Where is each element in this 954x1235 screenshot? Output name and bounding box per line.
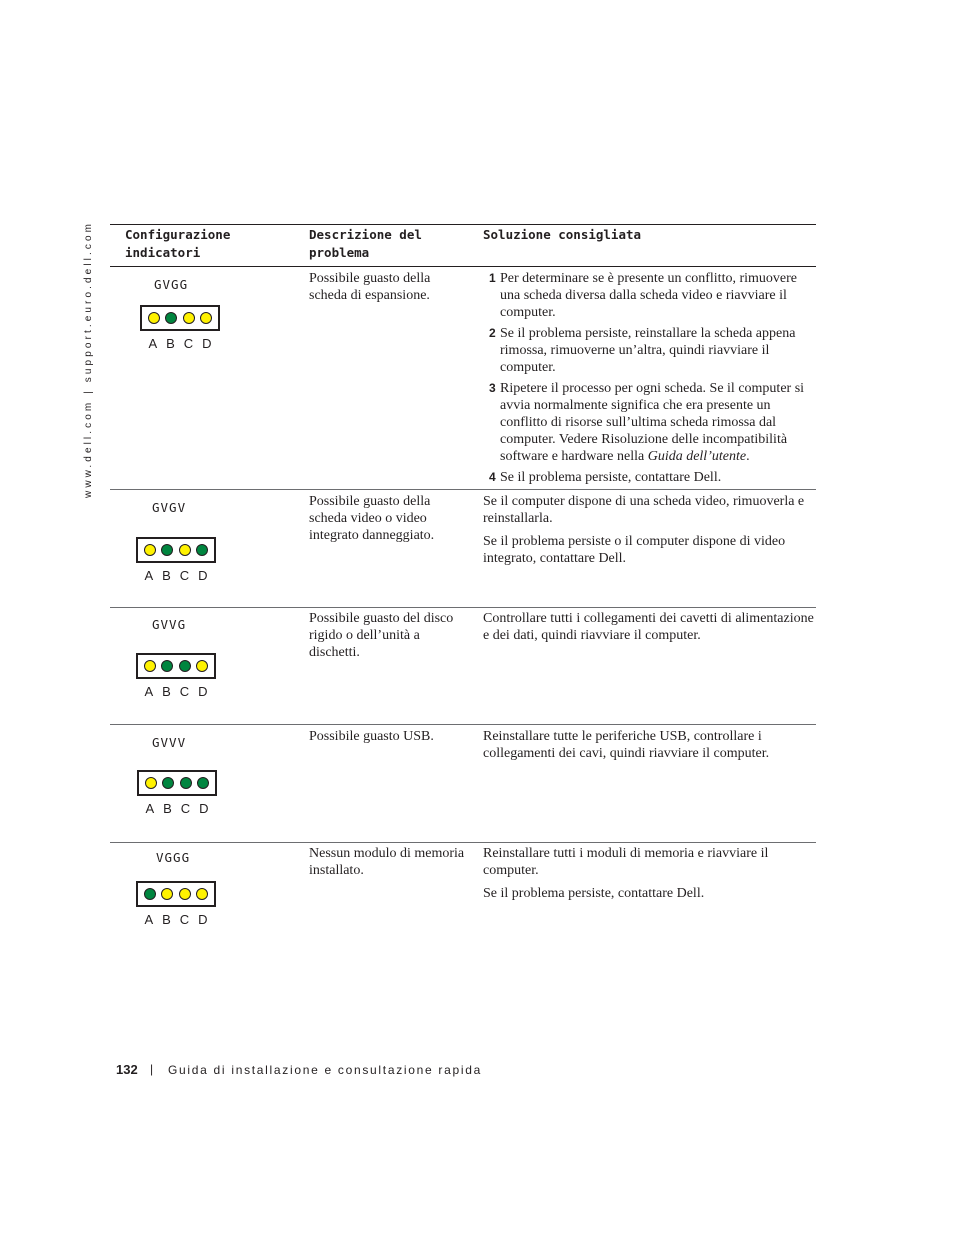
header-bottom-rule: [110, 266, 816, 267]
diagnostic-light: [145, 777, 157, 789]
light-pattern-code: GVGV: [152, 500, 187, 515]
solution-step: [483, 325, 815, 376]
light-letter: A: [144, 568, 154, 583]
diagnostic-light: [183, 312, 195, 324]
solution-step: [483, 380, 815, 465]
header-description: [309, 226, 422, 262]
diagnostic-lights-panel: [136, 653, 216, 679]
light-letter: B: [163, 801, 172, 816]
problem-description: Nessun modulo di memoria installato.: [309, 846, 465, 878]
light-letters: [140, 336, 220, 351]
light-pattern-code: GVVG: [152, 617, 187, 632]
step-text-tail: .: [746, 449, 750, 464]
diagnostic-light: [179, 544, 191, 556]
row-divider: [110, 724, 816, 725]
light-letter: C: [179, 568, 190, 583]
step-text: Per determinare se è presente un conflitto, rimuovere una scheda diversa dalla scheda video e riavviare il computer.: [500, 271, 797, 320]
light-letter: C: [183, 336, 194, 351]
diagnostic-light: [197, 777, 209, 789]
light-letter: D: [198, 912, 208, 927]
light-letter: D: [198, 568, 208, 583]
step-number: 4: [489, 470, 496, 484]
light-letters: [136, 684, 216, 699]
light-letter: D: [198, 684, 208, 699]
solution-paragraph: Reinstallare tutte le periferiche USB, controllare i collegamenti dei cavi, quindi riavviare il computer.: [483, 729, 770, 761]
step-number: 3: [489, 381, 496, 395]
diagnostic-light: [179, 660, 191, 672]
problem-description: Possibile guasto della scheda video o video integrato danneggiato.: [309, 494, 435, 543]
page-number: 132: [116, 1062, 138, 1077]
light-letters: [136, 568, 216, 583]
light-letter: B: [162, 912, 171, 927]
diagnostic-light: [161, 660, 173, 672]
diagnostic-light: [144, 888, 156, 900]
diagnostic-light: [144, 660, 156, 672]
diagnostic-light: [179, 888, 191, 900]
solution-paragraph: Se il computer dispone di una scheda video, rimuoverla e reinstallarla.: [483, 494, 805, 526]
step-text: Se il problema persiste, contattare Dell.: [500, 470, 722, 485]
diagnostic-light: [196, 888, 208, 900]
diagnostic-lights-panel: [136, 537, 216, 563]
header-indicators: [125, 226, 230, 262]
light-letters: [136, 912, 216, 927]
guide-title: Guida dell’utente: [647, 449, 747, 464]
light-letter: A: [145, 801, 155, 816]
diagnostic-light: [180, 777, 192, 789]
solution-paragraph: Reinstallare tutti i moduli di memoria e riavviare il computer.: [483, 846, 769, 878]
light-letter: B: [162, 568, 171, 583]
problem-description: Possibile guasto USB.: [309, 729, 434, 744]
diagnostic-light: [162, 777, 174, 789]
diagnostic-light: [144, 544, 156, 556]
light-letter: C: [179, 912, 190, 927]
header-indicators-line2: indicatori: [125, 245, 201, 260]
side-url: www.dell.com | support.euro.dell.com: [83, 220, 94, 498]
light-letter: B: [166, 336, 175, 351]
light-pattern-code: GVVV: [152, 735, 187, 750]
header-description-line2: problema: [309, 245, 370, 260]
solution-paragraph: Se il problema persiste, contattare Dell.: [483, 886, 705, 901]
diagnostic-light: [161, 544, 173, 556]
step-number: 1: [489, 271, 496, 285]
diagnostic-lights-panel: [140, 305, 220, 331]
header-indicators-line1: Configurazione: [125, 227, 231, 242]
light-pattern-code: GVGG: [154, 277, 189, 292]
solution-paragraph: Controllare tutti i collegamenti dei cavetti di alimentazione e dei dati, quindi riavviare il computer.: [483, 611, 814, 643]
solution: [483, 845, 815, 908]
header-description-line1: Descrizione del: [309, 227, 422, 242]
light-letter: A: [148, 336, 158, 351]
solution: [483, 270, 815, 490]
diagnostic-light: [196, 544, 208, 556]
light-letter: D: [199, 801, 209, 816]
light-letter: C: [179, 684, 190, 699]
footer-separator: |: [150, 1062, 154, 1076]
diagnostic-lights-panel: [137, 770, 217, 796]
table-top-rule: [110, 224, 816, 225]
light-letter: A: [144, 912, 154, 927]
solution-paragraph: Se il problema persiste o il computer dispone di video integrato, contattare Dell.: [483, 534, 786, 566]
solution-step: [483, 469, 815, 486]
light-letter: D: [202, 336, 212, 351]
step-text: Ripetere il processo per ogni scheda. Se il computer si avvia normalmente significa che era presente un conflitto di risorse sull’ultima scheda rimossa dal computer. Vedere Risoluzione delle incompatibilità software e hardware nella: [500, 381, 805, 464]
solution: [483, 610, 815, 650]
solution-step: [483, 270, 815, 321]
diagnostic-light: [148, 312, 160, 324]
diagnostic-light: [165, 312, 177, 324]
solution: [483, 728, 815, 768]
diagnostic-light: [196, 660, 208, 672]
header-solution: Soluzione consigliata: [483, 227, 642, 242]
problem-description: Possibile guasto della scheda di espansione.: [309, 271, 431, 303]
solution: [483, 493, 815, 573]
step-number: 2: [489, 326, 496, 340]
diagnostic-lights-panel: [136, 881, 216, 907]
footer-title: Guida di installazione e consultazione rapida: [168, 1063, 482, 1077]
diagnostic-light: [200, 312, 212, 324]
light-letter: C: [180, 801, 191, 816]
row-divider: [110, 842, 816, 843]
light-letter: B: [162, 684, 171, 699]
light-letter: A: [144, 684, 154, 699]
light-letters: [137, 801, 217, 816]
step-text: Se il problema persiste, reinstallare la scheda appena rimossa, rimuoverne un’altra, quindi riavviare il computer.: [500, 326, 796, 375]
light-pattern-code: VGGG: [156, 850, 191, 865]
problem-description: Possibile guasto del disco rigido o dell’unità a dischetti.: [309, 611, 454, 660]
row-divider: [110, 607, 816, 608]
diagnostic-light: [161, 888, 173, 900]
